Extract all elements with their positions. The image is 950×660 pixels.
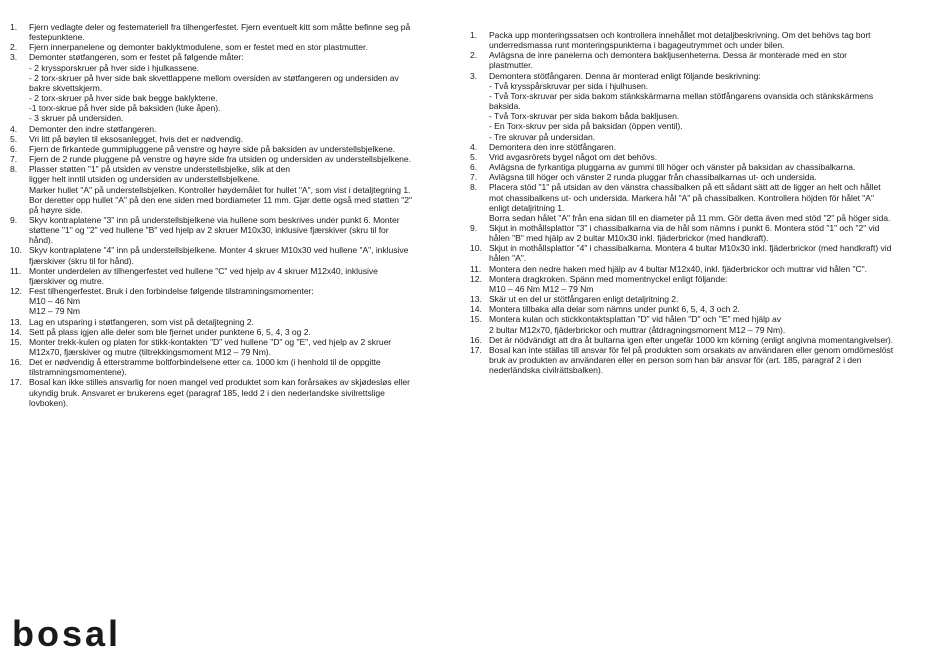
norwegian-steps-list xyxy=(10,22,442,408)
step-text-line: Lag en utsparing i støtfangeren, som vist på detaljtegning 2. xyxy=(29,316,254,327)
instruction-step xyxy=(470,274,920,294)
swedish-steps-list xyxy=(470,30,920,375)
instruction-step xyxy=(10,377,442,407)
step-text-line: Skjut in mothållsplattor "4" i chassibalkarna. Montera 4 bultar M10x30 inkl. fjäderbrickor (med handkraft) vid xyxy=(489,243,892,254)
instruction-step xyxy=(10,144,442,154)
step-text-line: Skyv kontraplatene "4" inn på understellsbjelkene. Monter 4 skruer M10x30 ved hullene "A", inklusive xyxy=(29,245,409,256)
instruction-step xyxy=(470,142,920,152)
step-number: 17. xyxy=(470,344,482,355)
instruction-step xyxy=(10,154,442,164)
step-number: 3. xyxy=(10,52,18,63)
step-text-line: støttene "1" og "2" ved hullene "B" ved hjelp av 2 skruer M10x30, inklusive fjærskiver (skru til for xyxy=(29,225,389,236)
instruction-step xyxy=(470,152,920,162)
step-number: 11. xyxy=(10,265,22,276)
instruction-step xyxy=(10,52,442,123)
instruction-step xyxy=(470,50,920,70)
instruction-step xyxy=(10,245,442,265)
step-text-line: M10 – 46 Nm xyxy=(29,296,81,307)
step-text xyxy=(489,142,920,152)
step-text-line: - Två krysspårskruvar per sida i hjulhusen. xyxy=(489,80,649,91)
step-text-line: Vri litt på bøylen til eksosanlegget, hvis det er nødvendig. xyxy=(29,133,244,144)
step-text-line: mot chassibalkens ut- och undersida. Markera hål "A" på chassibalken. Kontrollera höjden för hålet "A" xyxy=(489,192,874,203)
step-text xyxy=(29,215,442,245)
step-text-line: Fjern innerpanelene og demonter baklyktmodulene, som er festet med en stor plastmutter. xyxy=(29,42,368,53)
step-text-line: hålen "A". xyxy=(489,253,527,264)
step-text-line: Demontera den inre stötfångaren. xyxy=(489,141,616,152)
step-text-line: hånd). xyxy=(29,235,54,246)
step-number: 9. xyxy=(470,222,478,233)
instruction-step xyxy=(10,286,442,316)
step-number: 1. xyxy=(10,22,18,32)
step-text-line: Marker hullet "A" på understellsbjelken. Kontroller høydemålet for hullet "A", som vist i detaljtegning 1. xyxy=(29,184,411,195)
step-text xyxy=(489,182,920,223)
step-number: 10. xyxy=(10,245,22,256)
step-text-line: Montera den nedre haken med hjälp av 4 bultar M12x40, inkl. fjäderbrickor och muttrar vid hålen "C". xyxy=(489,263,867,274)
instruction-step xyxy=(10,124,442,134)
step-text-line: Montera tillbaka alla delar som nämns under punkt 6, 5, 4, 3 och 2. xyxy=(489,304,740,315)
step-number: 8. xyxy=(470,182,478,193)
instruction-step xyxy=(470,243,920,263)
step-text-line: - 3 skruer på undersiden. xyxy=(29,113,124,124)
step-text xyxy=(489,294,920,304)
step-text xyxy=(29,317,442,327)
step-text-line: bruk av produkten av användaren eller en person som han bär ansvar för (art. 185, paragraf 2 i den xyxy=(489,355,862,365)
step-text-line: hålen "B" med hjälp av 2 bultar M10x30 inkl. fjäderbrickor (med handkraft). xyxy=(489,233,769,244)
step-text-line: Fjern de 2 runde pluggene på venstre og høyre side fra utsiden og undersiden av understellsbjelkene. xyxy=(29,154,411,165)
step-text-line: Avlägsna de inre panelerna och demontera bakljusenheterna. Dessa är monterade med en stor xyxy=(489,50,847,61)
step-text xyxy=(29,164,442,215)
step-text-line: M10 – 46 Nm M12 – 79 Nm xyxy=(489,283,594,294)
step-number: 13. xyxy=(470,294,482,305)
instruction-step xyxy=(10,337,442,357)
step-text xyxy=(29,22,442,42)
step-text-line: ligger helt inntil utsiden og undersiden av understellsbjelkene. xyxy=(29,174,260,185)
step-text xyxy=(489,223,920,243)
instruction-step xyxy=(10,327,442,337)
step-number: 10. xyxy=(470,243,482,254)
norwegian-instructions xyxy=(10,22,442,408)
instruction-step xyxy=(10,317,442,327)
step-text-line: Plasser støtten "1" på utsiden av venstre understellsbjelke, slik at den xyxy=(29,164,290,175)
step-number: 5. xyxy=(470,151,478,162)
instruction-step xyxy=(470,345,920,375)
step-text xyxy=(489,50,920,70)
step-text-line: Det är nödvändigt att dra åt bultarna igen efter ungefär 1000 km körning (enligt angivna momentangivelser). xyxy=(489,334,894,345)
step-text xyxy=(29,357,442,377)
step-text-line: Skjut in mothållsplattor "3" i chassibalkarna via de hål som nämns i punkt 6. Montera stöd "1" och "2" vid xyxy=(489,222,880,233)
step-text-line: Fjern vedlagte deler og festemateriell fra tilhengerfestet. Fjern eventuelt kitt som måtte befinne seg på xyxy=(29,22,411,32)
step-text-line: M12 – 79 Nm xyxy=(29,306,81,317)
step-text xyxy=(489,304,920,314)
instruction-step xyxy=(470,314,920,334)
step-number: 2. xyxy=(10,42,18,53)
step-number: 15. xyxy=(470,314,482,325)
instruction-step xyxy=(470,162,920,172)
step-text-line: Borra sedan hålet "A" från ena sidan till en diameter på 11 mm. Gör detta även med stöd "2" på höger sida. xyxy=(489,212,891,223)
instruction-step xyxy=(470,294,920,304)
instruction-step xyxy=(10,134,442,144)
step-text-line: Bor deretter opp hullet "A" på den ene siden med bordiameter 11 mm. Gjør dette også med støtten "2" xyxy=(29,194,413,205)
step-number: 14. xyxy=(470,304,482,315)
step-number: 1. xyxy=(470,30,478,40)
step-text-line: Demonter støtfangeren, som er festet på følgende måter: xyxy=(29,52,244,63)
step-number: 17. xyxy=(10,377,22,388)
step-text xyxy=(489,152,920,162)
step-text-line: tilstramningsmomentene). xyxy=(29,367,127,378)
step-text-line: Monter trekk-kulen og platen for stikk-kontakten "D" ved hullene "D" og "E", ved hjelp av 2 skruer xyxy=(29,336,392,347)
step-text-line: Skyv kontraplatene "3" inn på understellsbjelkene via hullene som beskrives under punkt 6. Monter xyxy=(29,214,400,225)
step-number: 6. xyxy=(470,162,478,173)
instruction-step xyxy=(470,30,920,50)
step-text-line: Fest tilhengerfestet. Bruk i den forbindelse følgende tilstramningsmomenter: xyxy=(29,286,314,297)
step-text xyxy=(489,264,920,274)
step-text-line: festepunktene. xyxy=(29,32,85,43)
step-text-line: Vrid avgasrörets bygel något om det behövs. xyxy=(489,151,658,162)
step-number: 5. xyxy=(10,133,18,144)
step-text-line: enligt detaljritning 1. xyxy=(489,202,565,213)
step-text-line: ukyndig bruk. Ansvaret er brukerens eget (paragraf 185, ledd 2 i den nederlandske sivilrettslige xyxy=(29,387,385,398)
step-text-line: Avlägsna till höger och vänster 2 runda pluggar från chassibalkarnas ut- och undersida. xyxy=(489,172,817,183)
step-number: 3. xyxy=(470,70,478,81)
step-text xyxy=(489,162,920,172)
step-text xyxy=(489,172,920,182)
step-text-line: - 2 torx-skruer på hver side bak begge baklyktene. xyxy=(29,93,218,104)
step-number: 7. xyxy=(10,154,18,165)
step-text-line: Bosal kan inte ställas till ansvar för fel på produkten som orsakats av användaren eller genom omdömeslöst xyxy=(489,344,894,355)
step-text xyxy=(29,52,442,123)
step-text-line: baksida. xyxy=(489,101,521,112)
instruction-step xyxy=(10,164,442,215)
instruction-step xyxy=(470,223,920,243)
step-text xyxy=(29,266,442,286)
step-number: 4. xyxy=(470,141,478,152)
step-text xyxy=(29,134,442,144)
instruction-step xyxy=(10,22,442,42)
step-number: 7. xyxy=(470,172,478,183)
step-number: 12. xyxy=(10,286,22,297)
step-text xyxy=(29,327,442,337)
step-number: 15. xyxy=(10,336,22,347)
bosal-logo: bosal xyxy=(12,613,122,654)
instruction-step xyxy=(470,172,920,182)
step-text-line: Demontera stötfångaren. Denna är monterad enligt följande beskrivning: xyxy=(489,70,761,81)
step-text xyxy=(489,243,920,263)
step-number: 11. xyxy=(470,263,482,274)
step-text xyxy=(489,335,920,345)
step-text-line: Montera dragkroken. Spänn med momentnyckel enligt följande: xyxy=(489,273,728,284)
step-text-line: Fjern de firkantede gummipluggene på venstre og høyre side på baksiden av understellsbjelkene. xyxy=(29,143,396,154)
step-text xyxy=(29,154,442,164)
step-text-line: lovboken). xyxy=(29,397,69,408)
step-text xyxy=(489,314,920,334)
step-text xyxy=(29,337,442,357)
step-number: 9. xyxy=(10,214,18,225)
step-number: 12. xyxy=(470,273,482,284)
step-text-line: Bosal kan ikke stilles ansvarlig for noen mangel ved produktet som kan forårsakes av skjødesløs eller xyxy=(29,377,410,388)
instruction-step xyxy=(470,182,920,223)
step-text-line: - Två Torx-skruvar per sida bakom båda bakljusen. xyxy=(489,111,680,122)
step-text-line: Monter underdelen av tilhengerfestet ved hullene "C" ved hjelp av 4 skruer M12x40, inklusive xyxy=(29,265,378,276)
step-text xyxy=(489,274,920,294)
step-text xyxy=(29,144,442,154)
step-text-line: - 2 kryssporskruer på hver side i hjulkassene. xyxy=(29,62,200,73)
step-text-line: Skär ut en del ur stötfångaren enligt detaljritning 2. xyxy=(489,294,679,305)
step-text xyxy=(29,42,442,52)
step-text xyxy=(29,245,442,265)
step-text-line: - 2 torx-skruer på hver side bak skvettlappene mellom oversiden av støtfangeren og undersiden av xyxy=(29,72,399,83)
step-text-line: nederländska civilrättsbalken). xyxy=(489,365,604,376)
instruction-step xyxy=(10,215,442,245)
instruction-step xyxy=(470,71,920,142)
step-text-line: Det er nødvendig å etterstramme boltforbindelsene etter ca. 1000 km (i henhold til de oppgitte xyxy=(29,357,381,368)
step-text-line: Demonter den indre støtfangeren. xyxy=(29,123,157,134)
step-text-line: M12x70, fjærskiver og mutre (tiltrekkingsmoment M12 – 79 Nm). xyxy=(29,347,271,357)
instruction-step xyxy=(470,264,920,274)
step-text-line: Sett på plass igjen alle deler som ble fjernet under punktene 6, 5, 4, 3 og 2. xyxy=(29,326,311,337)
instruction-step xyxy=(470,304,920,314)
step-text-line: Montera kulan och stickkontaktsplattan "D" vid hålen "D" och "E" med hjälp av xyxy=(489,314,781,325)
step-text-line: på høyre side. xyxy=(29,204,83,215)
swedish-instructions xyxy=(470,30,920,375)
step-text xyxy=(29,124,442,134)
step-number: 2. xyxy=(470,50,478,61)
step-text-line: Placera stöd "1" på utsidan av den vänstra chassibalken på ett sådant sätt att de ligger an helt och hållet xyxy=(489,182,881,193)
step-text-line: - Tre skruvar på undersidan. xyxy=(489,131,596,142)
step-text-line: plastmutter. xyxy=(489,60,533,71)
step-number: 6. xyxy=(10,143,18,154)
step-number: 16. xyxy=(10,357,22,368)
step-text-line: -1 torx-skrue på hver side på baksiden (luke åpen). xyxy=(29,103,221,114)
step-number: 14. xyxy=(10,326,22,337)
step-text-line: Packa upp monteringssatsen och kontrollera innehållet mot detaljbeskrivning. Om det behövs tag bort xyxy=(489,30,871,40)
instruction-step xyxy=(10,42,442,52)
step-text-line: - Två Torx-skruvar per sida bakom stänkskärmarna mellan stötfångarens ovansida och stänkskärmens xyxy=(489,90,874,101)
step-text xyxy=(29,286,442,316)
step-number: 16. xyxy=(470,334,482,345)
step-text-line: underredsmassa runt monteringspunkterna i bagageutrymmet och under bilen. xyxy=(489,40,785,51)
step-number: 13. xyxy=(10,316,22,327)
step-text-line: Avlägsna de fyrkantiga pluggarna av gummi till höger och vänster på baksidan av chassibalkarna. xyxy=(489,162,856,173)
step-text-line: 2 bultar M12x70, fjäderbrickor och muttrar (åtdragningsmoment M12 – 79 Nm). xyxy=(489,324,786,335)
instruction-step xyxy=(470,335,920,345)
step-text-line: fjærskiver (skru til for hånd). xyxy=(29,255,134,266)
step-text-line: fjærskiver og mutre. xyxy=(29,275,104,286)
step-text xyxy=(29,377,442,407)
step-text xyxy=(489,71,920,142)
instruction-step xyxy=(10,357,442,377)
step-text-line: - En Torx-skruv per sida på baksidan (öppen ventil). xyxy=(489,121,683,132)
step-text xyxy=(489,30,920,50)
instruction-step xyxy=(10,266,442,286)
step-number: 4. xyxy=(10,123,18,134)
step-number: 8. xyxy=(10,164,18,175)
step-text xyxy=(489,345,920,375)
step-text-line: bakre skvettskjerm. xyxy=(29,82,103,93)
